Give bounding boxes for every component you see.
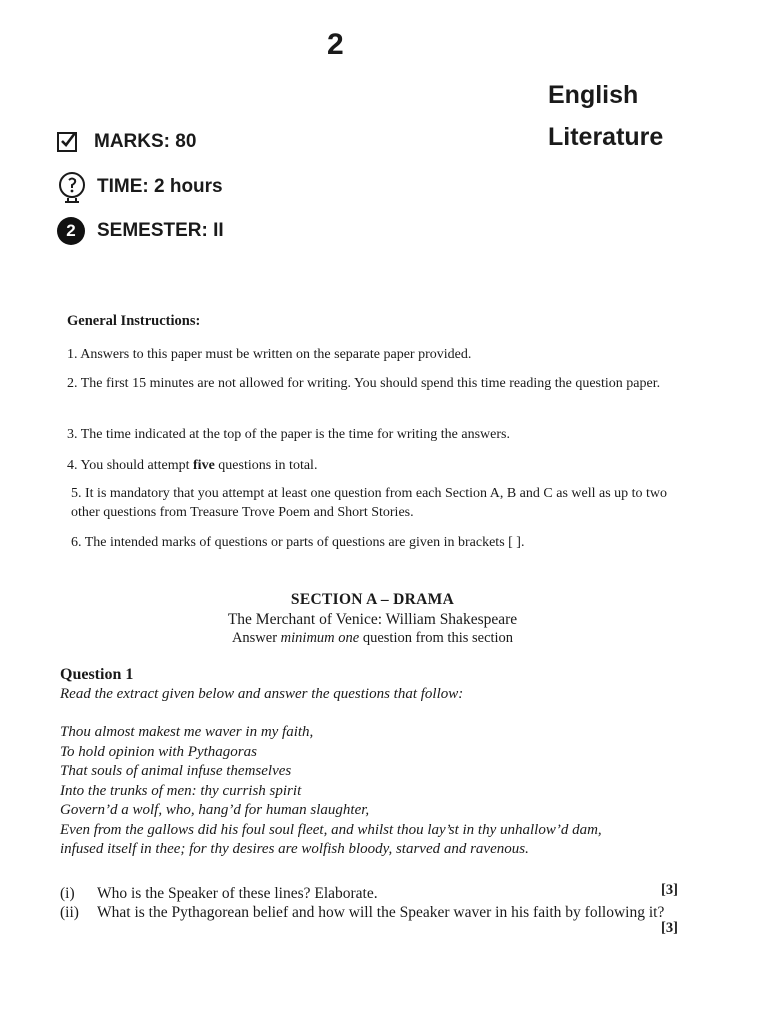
extract-line: Thou almost makest me waver in my faith, [60, 724, 314, 740]
question-prompt: Read the extract given below and answer the questions that follow: [60, 686, 464, 702]
section-note-emphasis: minimum one [280, 630, 360, 646]
marks-row [57, 131, 196, 153]
time-label: TIME: 2 hours [97, 176, 223, 197]
instruction-item: 3. The time indicated at the top of the paper is the time for writing the answers. [67, 427, 510, 442]
subject-title [548, 74, 663, 158]
marks-label: MARKS: 80 [94, 131, 197, 152]
section-work: The Merchant of Venice: William Shakespeare [227, 611, 518, 628]
checkbox-icon [57, 132, 77, 152]
instruction-item: 6. The intended marks of questions or parts of questions are given in brackets [ ]. [71, 535, 525, 550]
extract-line: Even from the gallows did his foul soul fleet, and whilst thou lay’st in thy unhallow’d dam, [60, 821, 602, 838]
extract-line: That souls of animal infuse themselves [60, 763, 292, 779]
semester-number-badge: 2 [57, 217, 85, 245]
instruction-item: 5. It is mandatory that you attempt at least one question from each Section A, B and C as well as up to two other questions from Treasure Trove Poem and Short Stories. [71, 486, 668, 520]
question-part-text: Who is the Speaker of these lines? Elaborate. [97, 885, 378, 902]
extract-line: infused itself in thee; for thy desires are wolfish bloody, starved and ravenous. [60, 841, 529, 857]
section-note-end: question from this section [359, 630, 514, 646]
semester-row [57, 217, 224, 245]
question-part-number: (ii) [60, 904, 79, 921]
instruction-item-4-start: 4. You should attempt [67, 458, 194, 473]
semester-label: SEMESTER: II [97, 220, 224, 241]
extract-line: Govern’d a wolf, who, hang’d for human slaughter, [60, 802, 370, 818]
section-note [120, 630, 625, 647]
subject-line-2: Literature [548, 123, 664, 151]
extract-line: Into the trunks of men: thy currish spirit [60, 782, 302, 799]
question-part-text: What is the Pythagorean belief and how will the Speaker waver in his faith by following it? [97, 904, 665, 921]
question-part-marks: [3] [661, 882, 678, 898]
section-note-start: Answer [231, 630, 281, 646]
section-title: SECTION A – DRAMA [290, 591, 455, 608]
instruction-item-4-emphasis: five [193, 458, 215, 473]
question-part [60, 884, 680, 903]
question-part [60, 903, 685, 922]
extract-line: To hold opinion with Pythagoras [60, 743, 257, 760]
instruction-item [67, 456, 687, 475]
subject-line-1: English [548, 81, 639, 109]
question-part-number: (i) [60, 885, 75, 902]
question-part-marks: [3] [661, 920, 678, 936]
extract-passage [60, 723, 602, 860]
instruction-item: 2. The first 15 minutes are not allowed for writing. You should spend this time reading the question paper. [67, 376, 661, 391]
time-row [57, 171, 223, 203]
paper-number: 2 [327, 28, 344, 61]
instruction-item-4-end: questions in total. [214, 458, 318, 473]
instruction-item: 1. Answers to this paper must be written on the separate paper provided. [67, 347, 472, 362]
clock-icon [57, 171, 87, 203]
question-title: Question 1 [60, 666, 134, 683]
instructions-heading: General Instructions: [67, 313, 201, 329]
